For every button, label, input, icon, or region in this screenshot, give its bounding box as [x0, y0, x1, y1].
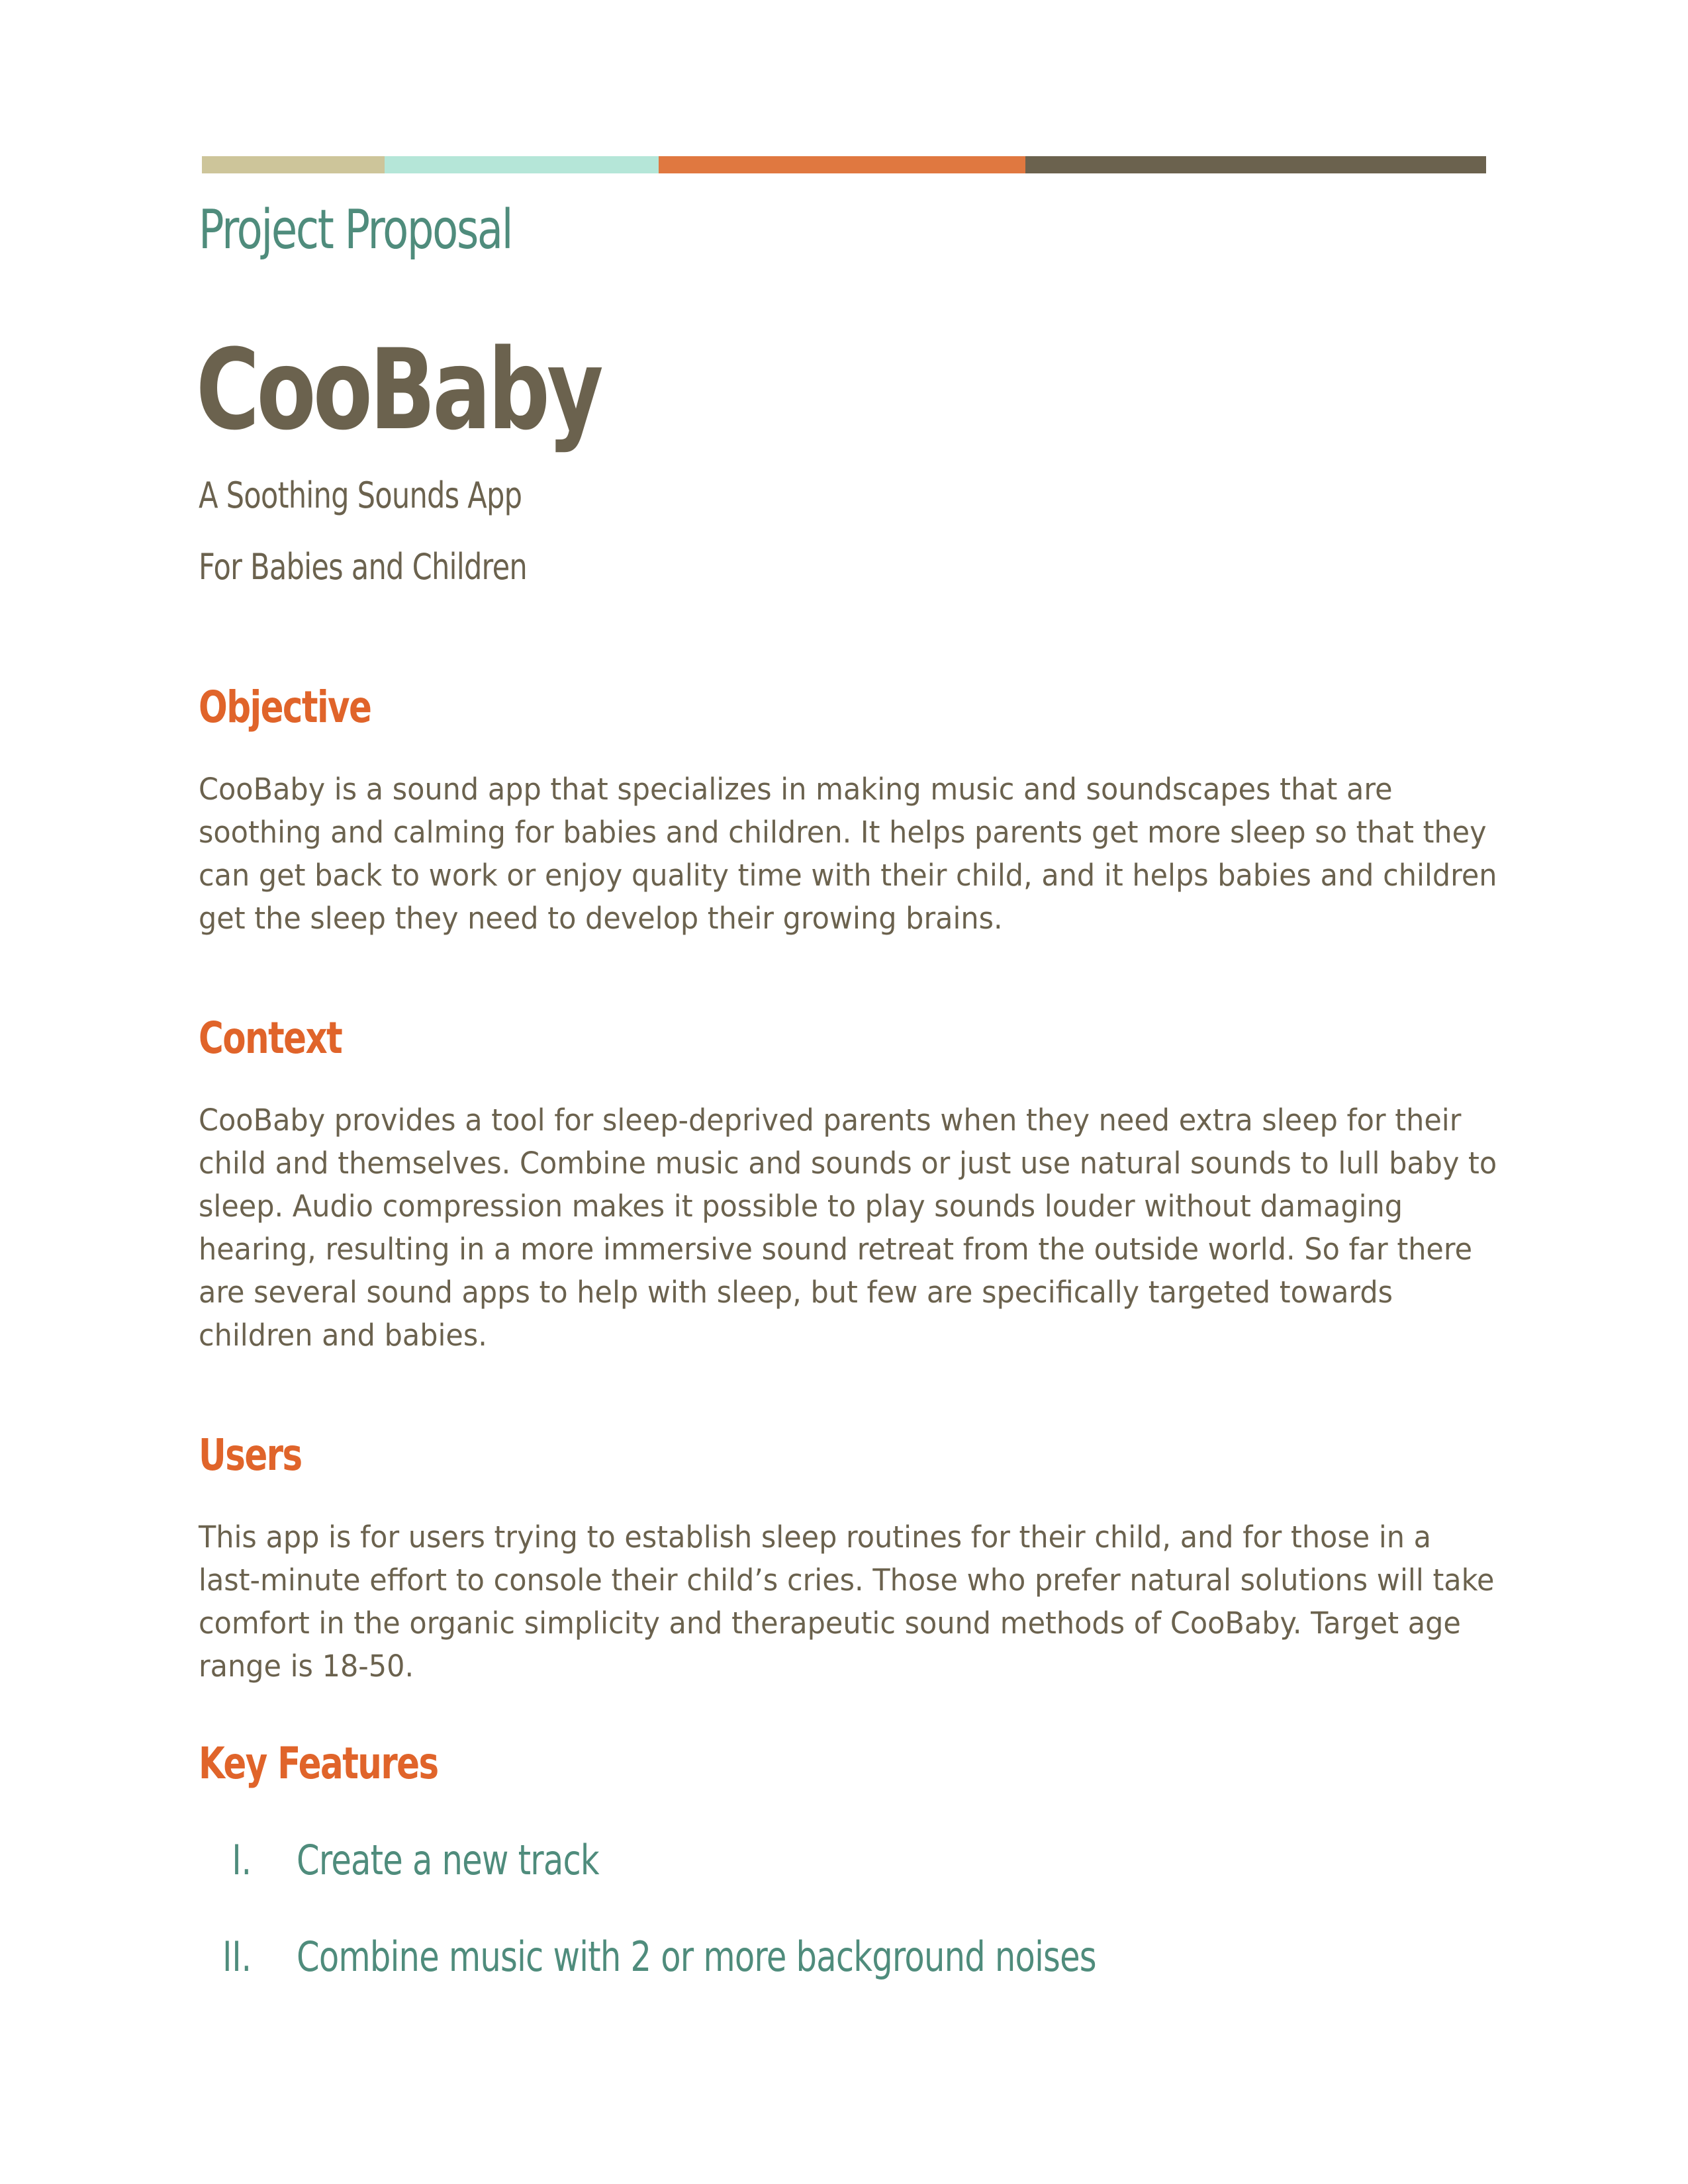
feature-number: II.	[222, 1933, 252, 1981]
feature-text: Create a new track	[297, 1836, 599, 1884]
context-heading: Context	[199, 1013, 342, 1064]
document-title: CooBaby	[196, 325, 600, 455]
feature-text: Combine music with 2 or more background noises	[297, 1933, 1096, 1981]
users-heading: Users	[199, 1430, 302, 1480]
context-paragraph: CooBaby provides a tool for sleep-deprived parents when they need extra sleep for their child and themselves. Combine music and sounds or just use natural sounds to lull baby to sleep. Audio compression makes it possible to play sounds louder without damaging hearing, resulting in a more immersive sound retreat from the outside world. So far there are several sound apps to help with sleep, but few are specifically targeted towards children and babies.	[199, 1103, 1497, 1353]
document-label: Project Proposal	[199, 199, 512, 261]
objective-heading: Objective	[199, 682, 371, 733]
objective-paragraph: CooBaby is a sound app that specializes in making music and soundscapes that are soothing and calming for babies and children. It helps parents get more sleep so that they can get back to work or enjoy quality time with their child, and it helps babies and children get the sleep they need to develop their growing brains.	[199, 772, 1497, 936]
color-bar-segment-orange	[659, 156, 1025, 173]
subtitle-audience: For Babies and Children	[199, 546, 527, 588]
color-bar-segment-mint	[385, 156, 659, 173]
key-features-heading: Key Features	[199, 1738, 438, 1789]
header-color-bar	[202, 156, 1486, 173]
feature-number: I.	[232, 1836, 252, 1884]
color-bar-segment-brown	[1025, 156, 1486, 173]
users-paragraph: This app is for users trying to establish sleep routines for their child, and for those in a last-minute effort to console their child’s cries. Those who prefer natural solutions will take comfort in the organic simplicity and therapeutic sound methods of CooBaby. Target age range is 18-50.	[199, 1520, 1495, 1684]
subtitle-app: A Soothing Sounds App	[199, 475, 522, 516]
color-bar-segment-khaki	[202, 156, 385, 173]
